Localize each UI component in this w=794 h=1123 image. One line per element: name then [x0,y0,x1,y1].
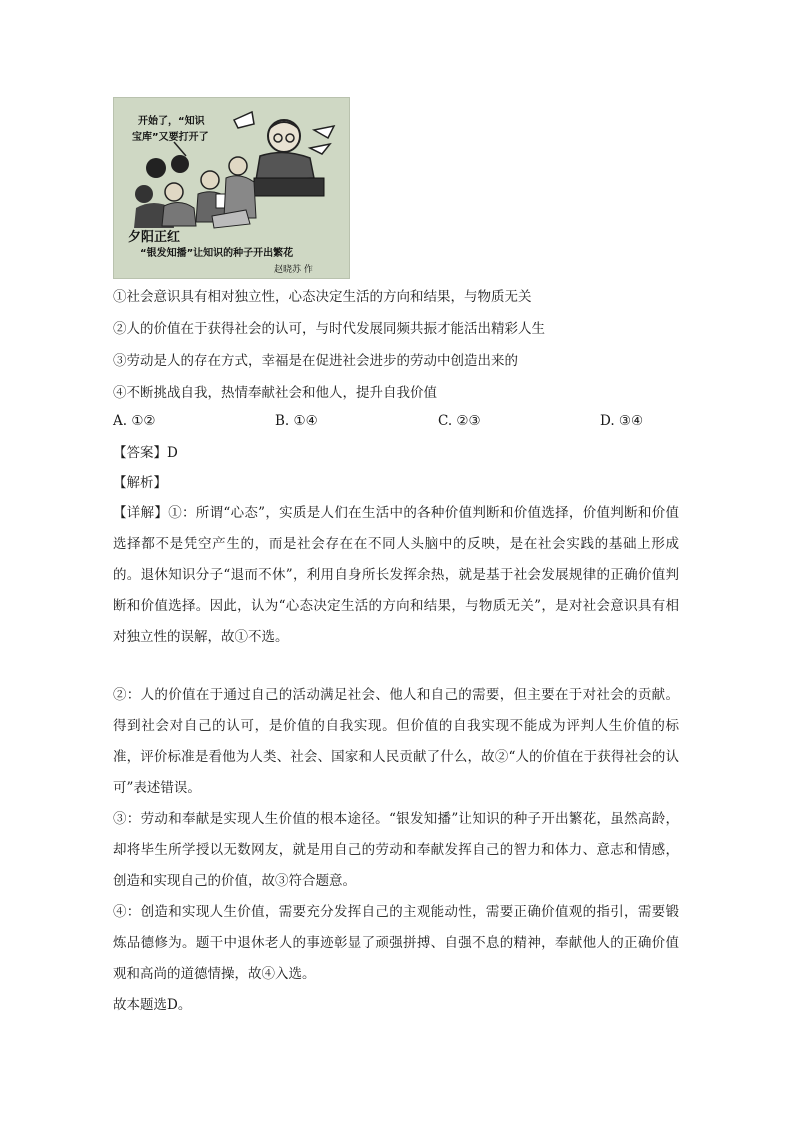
statement-1: ①社会意识具有相对独立性，心态决定生活的方向和结果，与物质无关 [113,289,532,305]
cartoon-speech-line-2: 宝库”又要打开了 [132,132,209,143]
analysis-conclusion: 故本题选D。 [113,997,192,1013]
analysis-paragraph-1: 【详解】①：所谓“心态”，实质是人们在生活中的各种价值判断和价值选择，价值判断和价值选择都不是凭空产生的，而是社会存在在不同人头脑中的反映，是在社会实践的基础上形成的。退休知识分子“退而不休”，利用自身所长发挥余热，就是基于社会发展规律的正确价值判断和价值选择。因此，认为“心态决定生活的方向和结果，与物质无关”，是对社会意识具有相对独立性的误解，故①不选。 [113,505,679,645]
statement-3: ③劳动是人的存在方式，幸福是在促进社会进步的劳动中创造出来的 [113,353,518,369]
analysis-paragraph-3: ③：劳动和奉献是实现人生价值的根本途径。“银发知播”让知识的种子开出繁花，虽然高龄，却将毕生所学授以无数网友，就是用自己的劳动和奉献发挥自己的智力和体力、意志和情感，创造和实现自己的价值，故③符合题意。 [113,811,679,889]
cartoon-caption: “银发知播”让知识的种子开出繁花 [140,248,294,259]
analysis-label: 【解析】 [113,475,167,491]
statement-4: ④不断挑战自我，热情奉献社会和他人，提升自我价值 [113,385,437,401]
cartoon-speech-line-1: 开始了，“知识 [138,116,205,127]
option-d[interactable]: D. ③④ [600,413,644,429]
question-page [113,97,683,1021]
cartoon-author: 赵晓苏 作 [274,265,313,275]
option-c[interactable]: C. ②③ [438,413,481,429]
cartoon-image [113,97,350,279]
statement-2: ②人的价值在于获得社会的认可，与时代发展同频共振才能活出精彩人生 [113,321,545,337]
option-row [113,413,683,433]
option-b[interactable]: B. ①④ [275,413,318,429]
answer-line: 【答案】D [113,445,178,461]
cartoon-title: 夕阳正红 [128,230,181,245]
analysis-paragraph-4: ④：创造和实现人生价值，需要充分发挥自己的主观能动性，需要正确价值观的指引，需要锻炼品德修为。题干中退休老人的事迹彰显了顽强拼搏、自强不息的精神，奉献他人的正确价值观和高尚的道德情操，故④入选。 [113,904,679,982]
option-a[interactable]: A. ①② [113,413,156,429]
analysis-paragraph-2: ②：人的价值在于通过自己的活动满足社会、他人和自己的需要，但主要在于对社会的贡献。得到社会对自己的认可，是价值的自我实现。但价值的自我实现不能成为评判人生价值的标准，评价标准是看他为人类、社会、国家和人民贡献了什么，故②“人的价值在于获得社会的认可”表述错误。 [113,687,679,796]
